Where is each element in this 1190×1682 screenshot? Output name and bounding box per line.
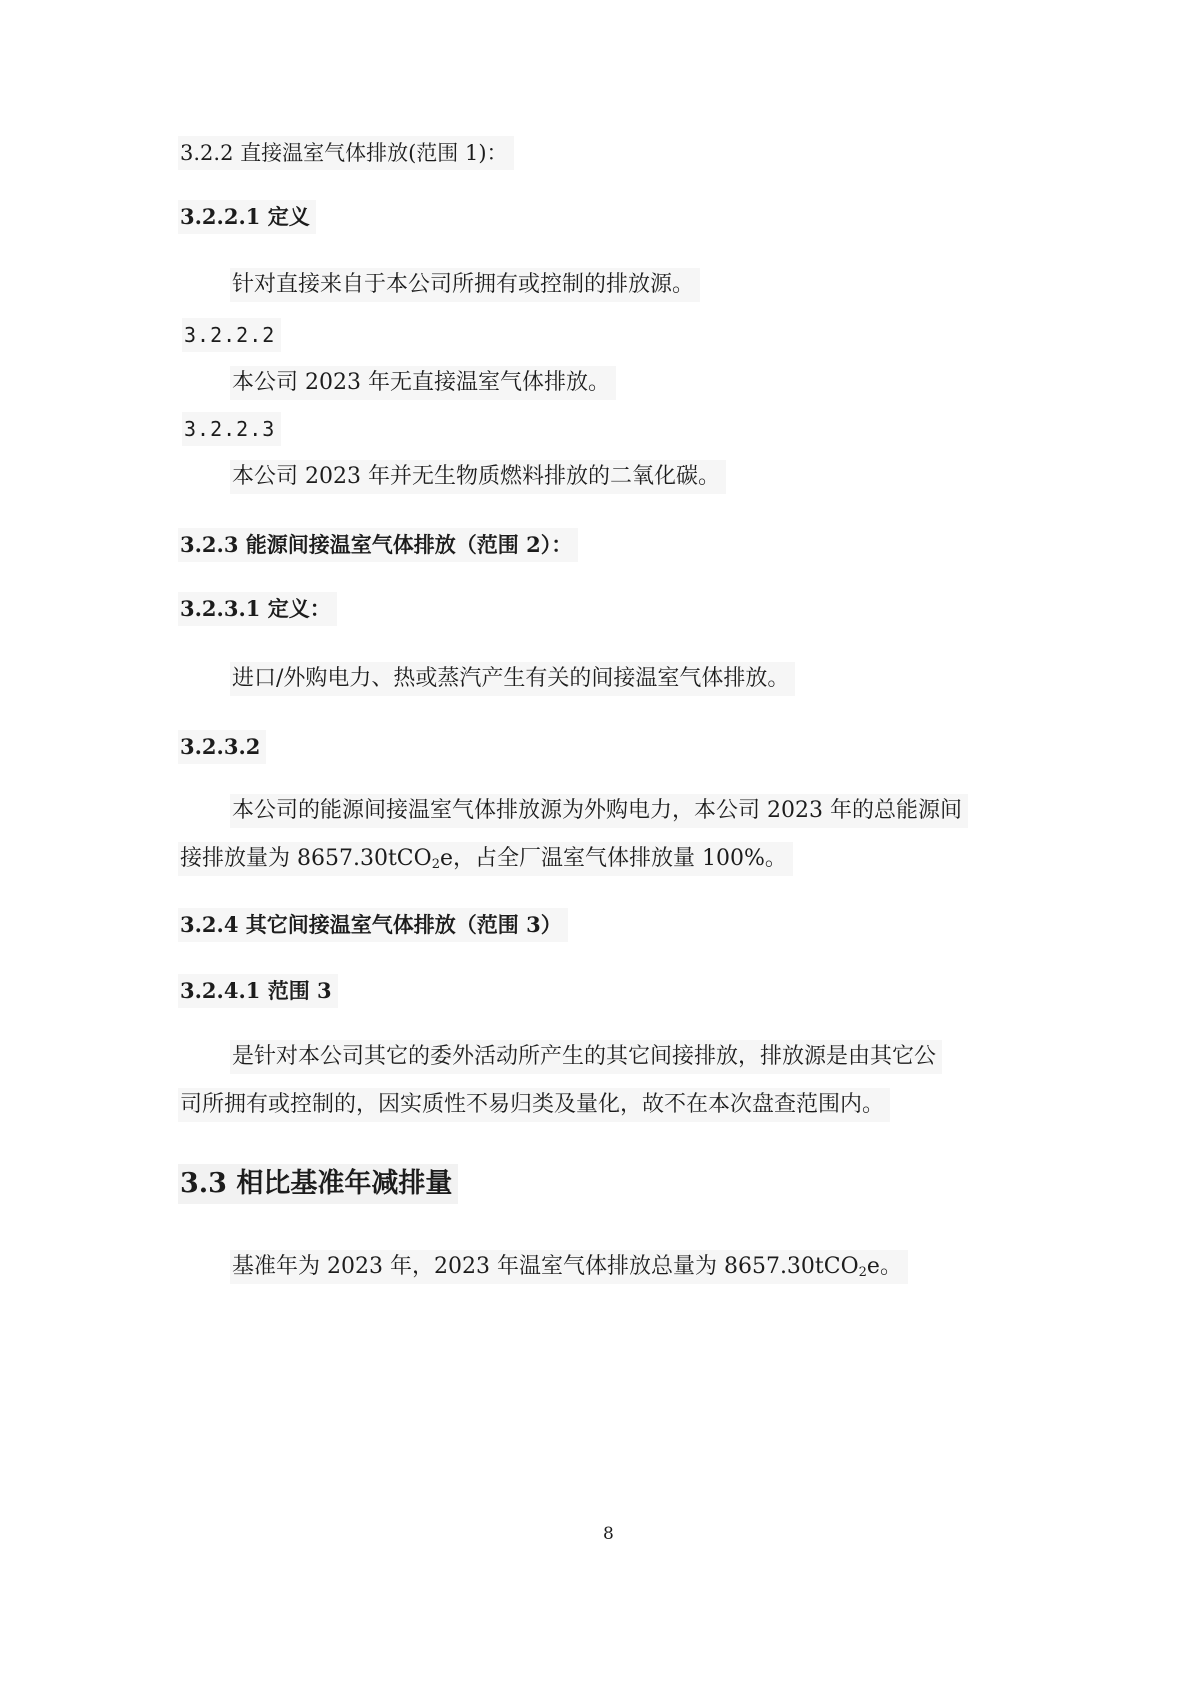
- paragraph-3-2-3-2-line2: [178, 842, 793, 876]
- paragraph-3-3: [230, 1250, 908, 1284]
- heading-3-2-3-1: 3.2.3.1 定义：: [178, 592, 337, 626]
- paragraph-3-2-2-2: 本公司 2023 年无直接温室气体排放。: [230, 366, 616, 400]
- heading-3-2-3: 3.2.3 能源间接温室气体排放（范围 2）：: [178, 528, 578, 562]
- paragraph-3-2-4-1-line2: 司所拥有或控制的，因实质性不易归类及量化，故不在本次盘查范围内。: [178, 1088, 890, 1122]
- heading-3-3: 3.3 相比基准年减排量: [178, 1164, 458, 1204]
- baseline-text-pre: 基准年为 2023 年，2023 年温室气体排放总量为 8657.30tCO: [232, 1254, 859, 1279]
- heading-3-2-2-1: 3.2.2.1 定义: [178, 200, 316, 234]
- paragraph-3-2-2-1: 针对直接来自于本公司所拥有或控制的排放源。: [230, 268, 700, 302]
- baseline-text-post: e。: [866, 1254, 902, 1279]
- heading-3-2-3-2: 3.2.3.2: [178, 730, 266, 764]
- heading-3-2-4-1: 3.2.4.1 范围 3: [178, 974, 338, 1008]
- paragraph-3-2-4-1-line1: 是针对本公司其它的委外活动所产生的其它间接排放，排放源是由其它公: [230, 1040, 942, 1074]
- paragraph-3-2-3-1: 进口/外购电力、热或蒸汽产生有关的间接温室气体排放。: [230, 662, 795, 696]
- heading-3-2-2: 3.2.2 直接温室气体排放(范围 1)：: [178, 136, 514, 170]
- paragraph-3-2-2-3: 本公司 2023 年并无生物质燃料排放的二氧化碳。: [230, 460, 726, 494]
- heading-3-2-2-3: 3.2.2.3: [182, 412, 281, 446]
- heading-3-2-2-2: 3.2.2.2: [182, 318, 281, 352]
- co2-subscript: 2: [858, 1265, 867, 1280]
- paragraph-3-2-3-2-line1: 本公司的能源间接温室气体排放源为外购电力，本公司 2023 年的总能源间: [230, 794, 968, 828]
- heading-3-2-4: 3.2.4 其它间接温室气体排放（范围 3）: [178, 908, 568, 942]
- page-number: 8: [603, 1524, 614, 1544]
- emission-text-post: e，占全厂温室气体排放量 100%。: [439, 846, 787, 871]
- emission-text-pre: 接排放量为 8657.30tCO: [180, 846, 432, 871]
- co2-subscript: 2: [431, 857, 440, 872]
